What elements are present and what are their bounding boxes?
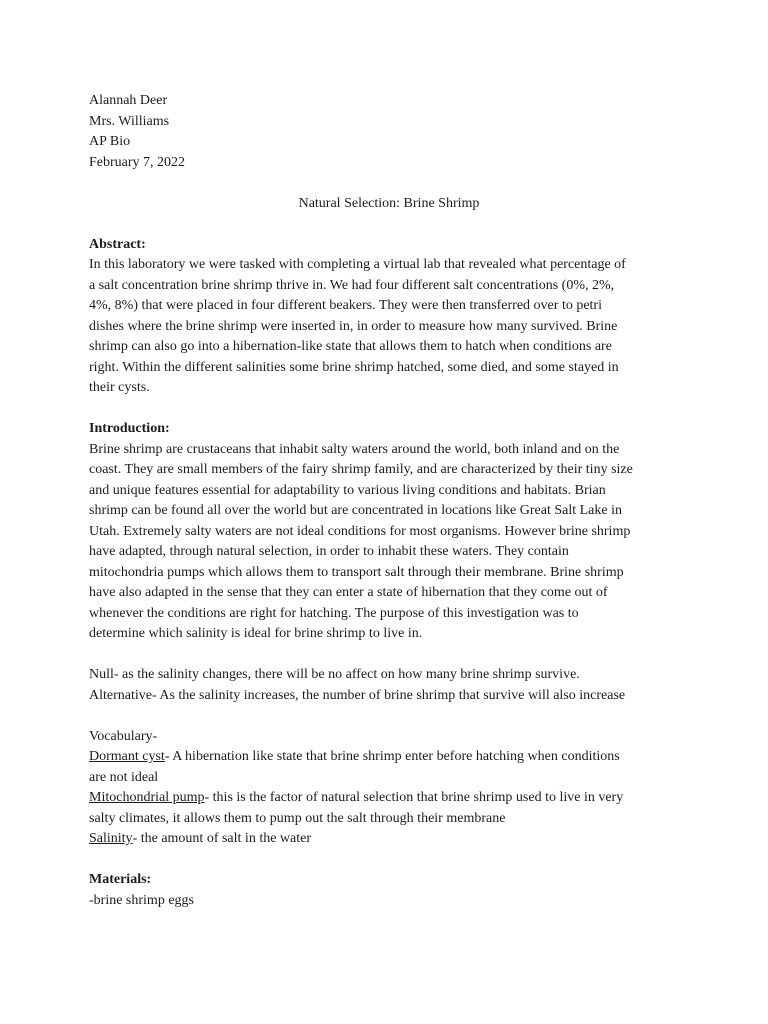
introduction-line: whenever the conditions are right for hatching. The purpose of this investigation was to — [89, 605, 579, 621]
hypotheses-section — [89, 665, 689, 706]
introduction-line: Brine shrimp are crustaceans that inhabit salty waters around the world, both inland and on the — [89, 441, 620, 457]
materials-section — [89, 870, 689, 911]
vocabulary-section — [89, 727, 689, 850]
spacer — [89, 173, 689, 194]
abstract-line: In this laboratory we were tasked with completing a virtual lab that revealed what percentage of — [89, 257, 626, 272]
document-title: Natural Selection: Brine Shrimp — [298, 195, 480, 211]
vocabulary-definition: - this is the factor of natural selection that brine shrimp used to live in very — [204, 790, 624, 805]
abstract-line: right. Within the different salinities some brine shrimp hatched, some died, and some stayed in — [89, 359, 619, 375]
vocabulary-definition: - the amount of salt in the water — [132, 831, 312, 846]
materials-item: -brine shrimp eggs — [89, 892, 194, 908]
null-hypothesis: Null- as the salinity changes, there will be no affect on how many brine shrimp survive. — [89, 667, 580, 682]
spacer — [89, 645, 689, 666]
vocabulary-definition: - A hibernation like state that brine shrimp enter before hatching when conditions — [164, 749, 620, 764]
introduction-line: have adapted, through natural selection, in order to inhabit these waters. They contain — [89, 544, 569, 559]
introduction-section — [89, 419, 689, 645]
introduction-line: and unique features essential for adaptability to various living conditions and habitats. Brian — [89, 482, 606, 498]
introduction-line: have also adapted in the sense that they can enter a state of hibernation that they come out of — [89, 585, 608, 600]
abstract-heading: Abstract: — [89, 236, 146, 252]
abstract-line: shrimp can also go into a hibernation-like state that allows them to hatch when conditions are — [89, 339, 612, 354]
introduction-line: shrimp can be found all over the world but are concentrated in locations like Great Salt Lake in — [89, 503, 622, 518]
introduction-line: coast. They are small members of the fairy shrimp family, and are characterized by their tiny size — [89, 462, 633, 477]
vocabulary-definition-continued: salty climates, it allows them to pump out the salt through their membrane — [89, 810, 506, 826]
vocabulary-term: Mitochondrial pump — [89, 790, 205, 805]
introduction-line: determine which salinity is ideal for brine shrimp to live in. — [89, 626, 423, 641]
document-date: February 7, 2022 — [89, 154, 186, 170]
abstract-line: dishes where the brine shrimp were inserted in, in order to measure how many survived. Brine — [89, 318, 618, 334]
spacer — [89, 399, 689, 420]
spacer — [89, 214, 689, 235]
vocabulary-term: Salinity — [89, 831, 133, 846]
abstract-line: a salt concentration brine shrimp thrive in. We had four different salt concentrations (0%, 2%, — [89, 277, 615, 293]
header-block — [89, 91, 689, 173]
introduction-line: Utah. Extremely salty waters are not ideal conditions for most organisms. However brine shrimp — [89, 523, 631, 539]
materials-heading: Materials: — [89, 872, 152, 887]
vocabulary-entry — [89, 829, 689, 850]
alternative-hypothesis: Alternative- As the salinity increases, the number of brine shrimp that survive will also increase — [89, 687, 626, 703]
teacher-name: Mrs. Williams — [89, 113, 170, 129]
vocabulary-heading: Vocabulary- — [89, 728, 158, 744]
abstract-line: their cysts. — [89, 380, 150, 395]
vocabulary-entry — [89, 747, 689, 768]
vocabulary-definition-continued: are not ideal — [89, 769, 159, 785]
course-name: AP Bio — [89, 134, 131, 149]
introduction-heading: Introduction: — [89, 421, 170, 436]
abstract-line: 4%, 8%) that were placed in four different beakers. They were then transferred over to petri — [89, 298, 602, 313]
document-body — [89, 91, 689, 911]
vocabulary-term: Dormant cyst — [89, 749, 165, 764]
spacer — [89, 706, 689, 727]
abstract-section — [89, 235, 689, 399]
vocabulary-entry — [89, 788, 689, 809]
author-name: Alannah Deer — [89, 93, 168, 108]
spacer — [89, 850, 689, 871]
introduction-line: mitochondria pumps which allows them to transport salt through their membrane. Brine shrimp — [89, 564, 624, 580]
